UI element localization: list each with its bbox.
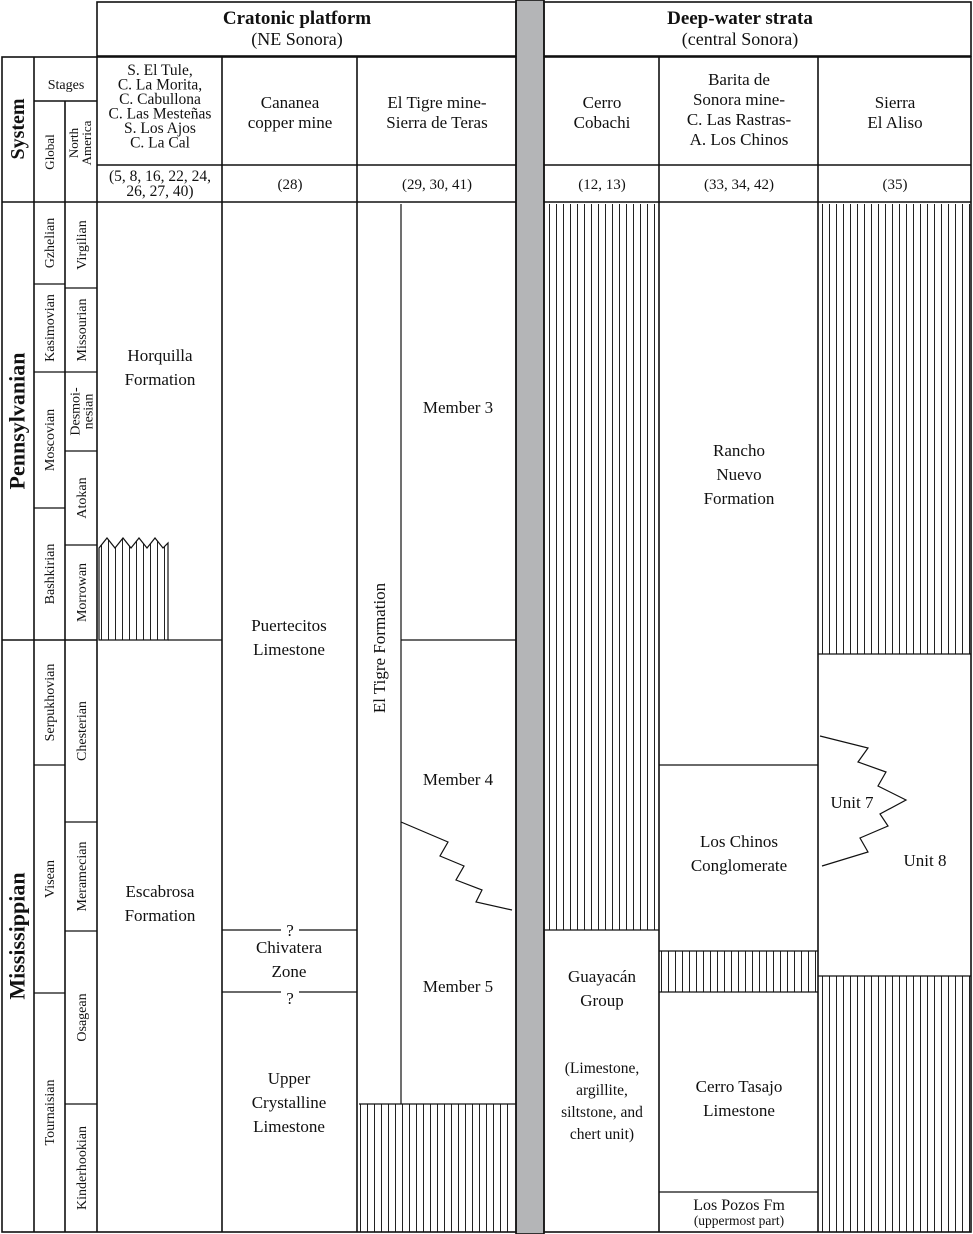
los-chinos-conglomerate-line-2: Conglomerate <box>690 856 788 875</box>
el-tule-name-line-3: C. Cabullona <box>119 91 201 108</box>
na-stage-missourian <box>75 299 90 362</box>
el-tule-name-line-1: S. El Tule, <box>127 62 193 79</box>
barita-refs: (33, 34, 42) <box>704 177 774 193</box>
guayacan-description-line-1: (Limestone, <box>564 1060 640 1077</box>
global-stage-bashkirian <box>43 544 58 605</box>
upper-crystalline-limestone-line-1: Upper <box>267 1069 311 1088</box>
rancho-nuevo-formation-line-3: Formation <box>703 489 775 508</box>
el-tule-name-line-2: C. La Morita, <box>117 76 203 94</box>
na-stage-osagean <box>75 993 90 1041</box>
aliso-hatch-lower <box>820 976 971 1232</box>
global-stage-visean-text: Visean <box>42 859 58 899</box>
global-stage-tournaisian-text: Tournaisian <box>42 1079 58 1146</box>
eltigre-hatch-base <box>359 1104 514 1232</box>
guayacan-group-line-1: Guayacán <box>568 967 636 986</box>
el-tigre-name-line-1: El Tigre mine- <box>387 93 487 112</box>
deep-title: Deep-water strata <box>667 8 813 29</box>
chivatera-zone-line-2: Zone <box>271 962 307 981</box>
member4-member5-contact <box>401 822 512 910</box>
el-aliso-name-line-2: El Aliso <box>867 113 923 132</box>
domain-separator-bar <box>516 0 544 1234</box>
cerro-tasajo-limestone-line-1: Cerro Tasajo <box>695 1077 783 1096</box>
na-stage-atokan <box>75 477 90 518</box>
el-tule-refs-line-2: 26, 27, 40) <box>126 183 194 200</box>
global-stage-serpukhovian <box>43 664 58 742</box>
svg-text:North: North <box>66 127 81 159</box>
member-4: Member 4 <box>422 770 494 789</box>
deep-subtitle: (central Sonora) <box>681 29 799 49</box>
svg-text:America: America <box>79 120 94 166</box>
na-stage-morrowan <box>75 563 90 622</box>
barita-name-line-1: Barita de <box>708 70 770 89</box>
los-chinos-conglomerate-line-1: Los Chinos <box>700 832 778 851</box>
el-aliso-name-line-1: Sierra <box>874 93 916 112</box>
system-mississippian-text: Mississippian <box>4 872 30 1000</box>
header-deep <box>667 8 813 50</box>
question-mark-lower: ? <box>286 989 294 1008</box>
na-stage-chesterian <box>75 701 90 761</box>
horquilla-hatch-area <box>99 538 168 640</box>
na-stage-desmoinesian-text-1: Desmoi- <box>68 387 84 436</box>
na-stage-virgilian-text: Virgilian <box>74 220 90 270</box>
upper-crystalline-limestone-line-3: Limestone <box>253 1117 325 1136</box>
global-stage-gzhelian <box>43 218 58 269</box>
el-tule-name-line-6: C. La Cal <box>130 134 190 152</box>
upper-crystalline-limestone-line-2: Crystalline <box>251 1093 327 1112</box>
chivatera-zone-line-1: Chivatera <box>255 938 323 957</box>
cratonic-title: Cratonic platform <box>222 8 372 29</box>
cananea-refs: (28) <box>277 177 303 193</box>
system-label: System <box>7 98 29 160</box>
na-stage-chesterian-text: Chesterian <box>74 701 90 761</box>
puertecitos-limestone-line-2: Limestone <box>253 640 325 659</box>
global-stage-bashkirian-text: Bashkirian <box>42 543 58 605</box>
guayacan-group-line-2: Group <box>580 991 624 1010</box>
system-mississippian <box>5 872 30 999</box>
los-pozos-subtitle: (uppermost part) <box>693 1213 785 1228</box>
guayacan-description-line-2: argillite, <box>576 1082 628 1099</box>
cananea-name-line-1: Cananea <box>260 93 320 112</box>
el-aliso-refs: (35) <box>882 177 908 193</box>
el-tigre-formation <box>370 582 389 713</box>
barita-name-line-2: Sonora mine- <box>692 90 786 109</box>
horquilla-formation-line-1: Horquilla <box>127 346 193 365</box>
cobachi-refs: (12, 13) <box>578 177 626 193</box>
global-stage-labels <box>43 218 58 1146</box>
system-pennsylvanian-text: Pennsylvanian <box>4 352 30 490</box>
na-stage-atokan-text: Atokan <box>74 477 90 519</box>
global-label: Global <box>42 134 57 170</box>
stages-label: Stages <box>47 78 85 93</box>
el-tule-refs-line-1: (5, 8, 16, 22, 24, <box>108 168 212 185</box>
guayacan-description-line-4: chert unit) <box>569 1126 635 1143</box>
na-stage-desmoinesian <box>68 387 96 436</box>
barita-name-line-3: C. Las Rastras- <box>686 110 792 129</box>
puertecitos-limestone-line-1: Puertecitos <box>251 616 327 635</box>
el-tigre-formation-text: El Tigre Formation <box>369 582 389 714</box>
global-stage-tournaisian <box>43 1080 58 1146</box>
na-stage-desmoinesian-text-2: nesian <box>81 393 97 430</box>
na-stage-osagean-text: Osagean <box>74 993 90 1042</box>
na-stage-kinderhookian-text: Kinderhookian <box>74 1126 90 1210</box>
member-5: Member 5 <box>422 977 494 996</box>
global-stage-visean <box>43 860 58 898</box>
rancho-nuevo-formation-line-1: Rancho <box>713 441 765 460</box>
cobachi-hatch-area <box>544 204 659 930</box>
na-stage-morrowan-text: Morrowan <box>74 562 90 623</box>
global-stage-kasimovian-text: Kasimovian <box>42 294 58 362</box>
member-3: Member 3 <box>422 398 494 417</box>
na-stage-meramecian <box>75 842 90 912</box>
el-tigre-refs: (29, 30, 41) <box>402 177 472 193</box>
unit-8: Unit 8 <box>903 851 947 870</box>
cerro-tasajo-limestone-line-2: Limestone <box>703 1101 775 1120</box>
header-cratonic <box>223 8 371 50</box>
barita-name-line-4: A. Los Chinos <box>689 130 789 149</box>
rancho-nuevo-formation-line-2: Nuevo <box>716 465 762 484</box>
system-labels <box>5 353 30 1000</box>
unit-7: Unit 7 <box>830 793 874 812</box>
global-stage-kasimovian <box>43 294 58 362</box>
escabrosa-formation-line-2: Formation <box>124 906 196 925</box>
north-america-label <box>66 120 94 165</box>
na-stage-meramecian-text: Meramecian <box>74 841 90 912</box>
system-pennsylvanian <box>5 353 30 490</box>
global-stage-gzhelian-text: Gzhelian <box>42 217 58 269</box>
guayacan-description-line-3: siltstone, and <box>561 1104 643 1121</box>
el-tigre-name-line-2: Sierra de Teras <box>386 113 488 132</box>
global-stage-serpukhovian-text: Serpukhovian <box>42 663 58 742</box>
el-tule-name-line-5: S. Los Ajos <box>124 120 196 137</box>
barita-hatch-band <box>661 951 818 992</box>
cananea-name-line-2: copper mine <box>247 113 333 132</box>
cobachi-name-line-2: Cobachi <box>573 113 631 132</box>
escabrosa-formation-line-1: Escabrosa <box>125 882 195 901</box>
cratonic-subtitle: (NE Sonora) <box>251 29 343 49</box>
el-tule-name-line-4: C. Las Mesteñas <box>108 105 212 123</box>
question-mark-upper: ? <box>286 921 294 940</box>
aliso-hatch-upper <box>820 204 971 654</box>
na-stage-labels <box>68 220 96 1210</box>
na-stage-virgilian <box>75 220 90 269</box>
na-stage-kinderhookian <box>75 1126 90 1210</box>
global-stage-moscovian-text: Moscovian <box>42 408 58 472</box>
global-stage-moscovian <box>43 409 58 471</box>
horquilla-formation-line-2: Formation <box>124 370 196 389</box>
na-stage-missourian-text: Missourian <box>74 298 90 362</box>
cobachi-name-line-1: Cerro <box>582 93 622 112</box>
los-pozos-fm: Los Pozos Fm <box>693 1197 785 1214</box>
